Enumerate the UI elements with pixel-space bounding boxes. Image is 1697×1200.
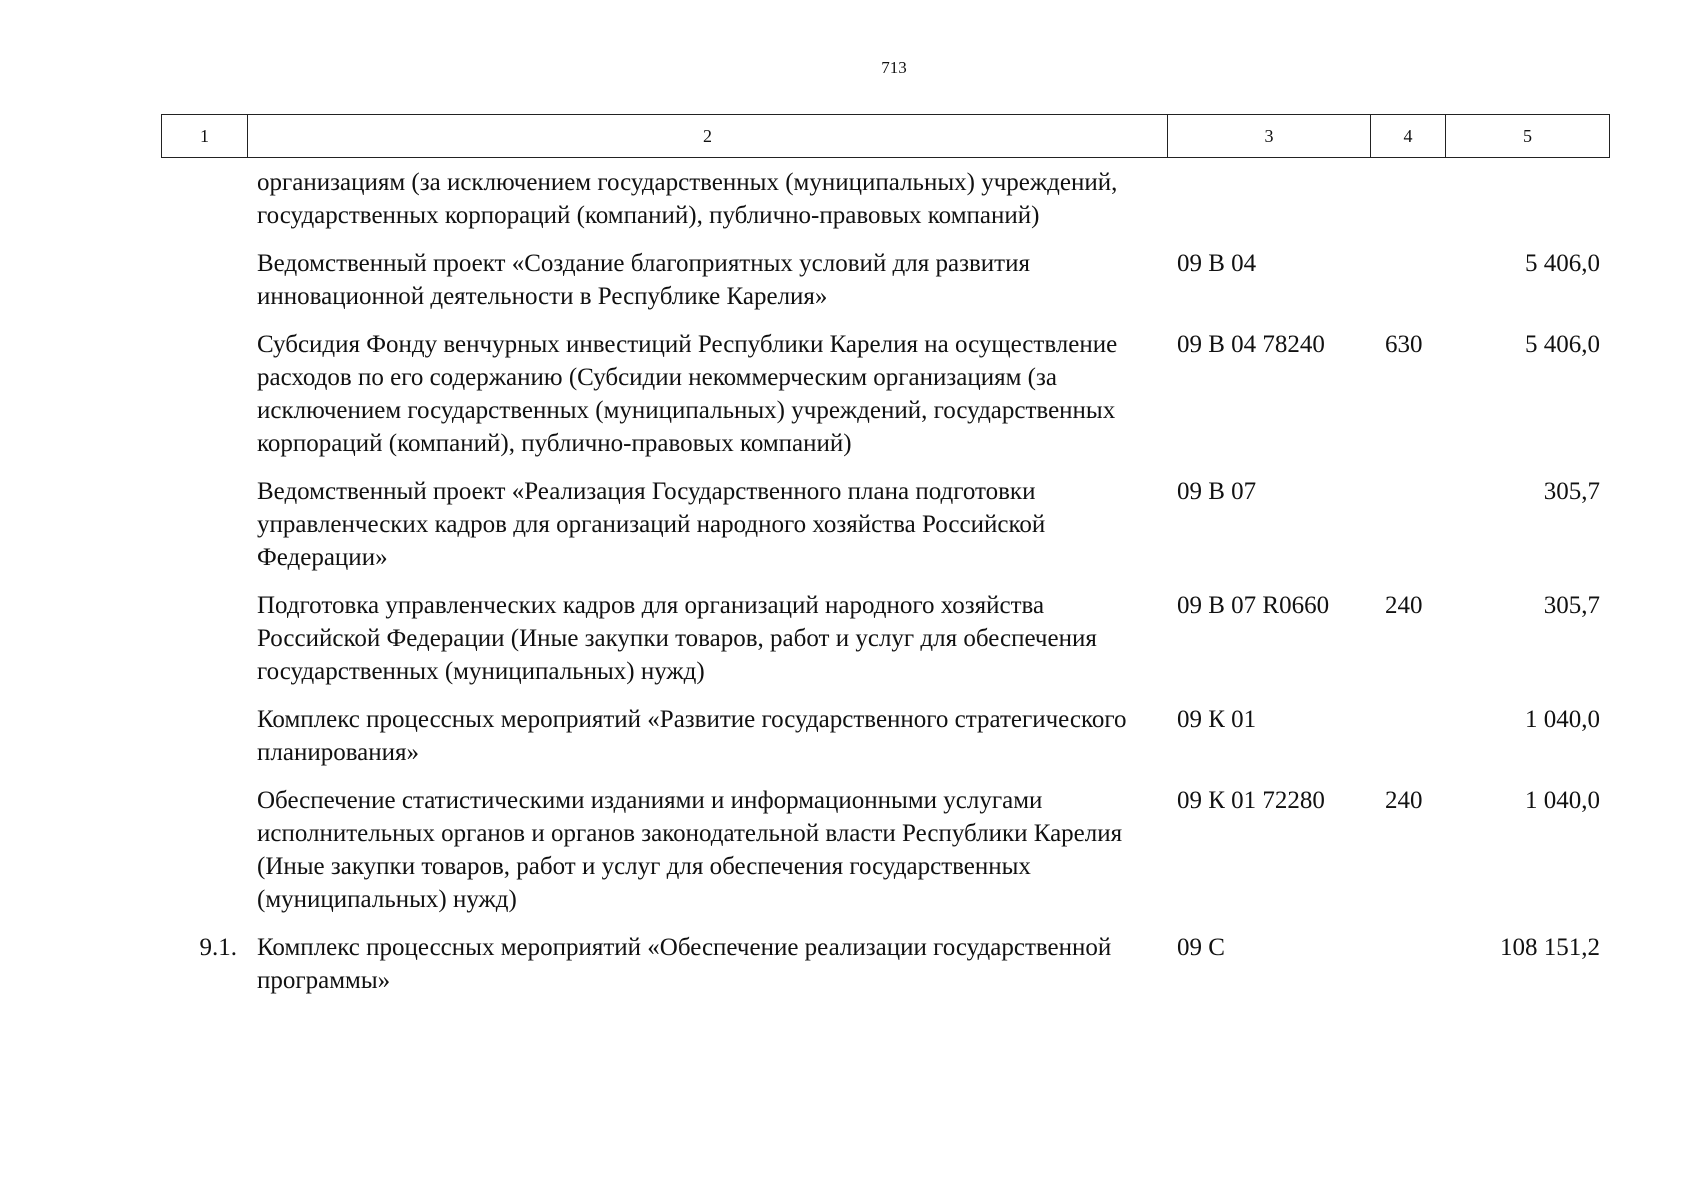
- column-header-2: 2: [248, 115, 1168, 158]
- budget-table-body: [161, 166, 1609, 1012]
- row-description: Субсидия Фонду венчурных инвестиций Республики Карелия на осуществление расходов по его содержанию (Субсидии некоммерческим организациям (за исключением государственных (муниципальных) учреждений, государственных корпораций (компаний), публично-правовых компаний): [257, 331, 1118, 457]
- row-expense-type: [1370, 166, 1445, 232]
- row-expense-type: [1370, 247, 1445, 313]
- column-header-4: 4: [1371, 115, 1446, 158]
- row-amount: 5 406,0: [1525, 250, 1600, 277]
- row-description: Комплекс процессных мероприятий «Обеспечение реализации государственной программы»: [257, 934, 1112, 994]
- row-target-code: 09 В 04: [1177, 250, 1257, 277]
- column-header-3: 3: [1168, 115, 1371, 158]
- row-description: Ведомственный проект «Создание благоприятных условий для развития инновационной деятельности в Республике Карелия»: [257, 250, 1030, 310]
- row-target-code: 09 В 04 78240: [1177, 331, 1325, 358]
- row-number: 9.1.: [199, 934, 237, 961]
- row-expense-type: [1370, 475, 1445, 574]
- row-expense-type: 630: [1385, 331, 1423, 358]
- column-header-row: [162, 115, 1610, 158]
- column-header-1: 1: [162, 115, 248, 158]
- row-number: [161, 589, 247, 688]
- row-description: Подготовка управленческих кадров для организаций народного хозяйства Российской Федерации (Иные закупки товаров, работ и услуг для обеспечения государственных (муниципальных) нужд): [257, 592, 1097, 685]
- column-header-table: [161, 114, 1610, 158]
- row-number: [161, 784, 247, 916]
- row-description: Комплекс процессных мероприятий «Развитие государственного стратегического планирования»: [257, 706, 1127, 766]
- page-number: 713: [881, 58, 907, 77]
- row-expense-type: [1370, 703, 1445, 769]
- row-expense-type: 240: [1385, 787, 1423, 814]
- row-amount: 5 406,0: [1525, 331, 1600, 358]
- table-row: [161, 166, 1609, 232]
- row-number: [161, 247, 247, 313]
- column-header-5: 5: [1446, 115, 1610, 158]
- row-target-code: 09 К 01: [1177, 706, 1257, 733]
- table-row: [161, 475, 1609, 574]
- table-row: [161, 784, 1609, 916]
- row-amount: 108 151,2: [1500, 934, 1600, 961]
- row-amount: 305,7: [1543, 478, 1600, 505]
- row-expense-type: [1370, 931, 1445, 997]
- row-target-code: 09 В 07 R0660: [1177, 592, 1330, 619]
- row-number: [161, 328, 247, 460]
- table-row: [161, 328, 1609, 460]
- row-number: [161, 703, 247, 769]
- row-amount: 1 040,0: [1525, 706, 1600, 733]
- table-row: [161, 589, 1609, 688]
- row-expense-type: 240: [1385, 592, 1423, 619]
- table-row: [161, 247, 1609, 313]
- row-description: организациям (за исключением государственных (муниципальных) учреждений, государственных корпораций (компаний), публично-правовых компаний): [257, 169, 1118, 229]
- row-target-code: [1167, 166, 1370, 232]
- row-target-code: 09 К 01 72280: [1177, 787, 1325, 814]
- row-amount: 305,7: [1543, 592, 1600, 619]
- table-row: [161, 703, 1609, 769]
- row-amount: 1 040,0: [1525, 787, 1600, 814]
- row-number: [161, 475, 247, 574]
- table-row: [161, 931, 1609, 997]
- row-target-code: 09 С: [1177, 934, 1225, 961]
- row-amount: [1445, 166, 1609, 232]
- row-description: Обеспечение статистическими изданиями и информационными услугами исполнительных органов и органов законодательной власти Республики Карелия (Иные закупки товаров, работ и услуг для обеспечения государственных (муниципальных) нужд): [257, 787, 1123, 913]
- row-target-code: 09 В 07: [1177, 478, 1257, 505]
- row-number: [161, 166, 247, 232]
- row-description: Ведомственный проект «Реализация Государственного плана подготовки управленческих кадров для организаций народного хозяйства Российской Федерации»: [257, 478, 1046, 571]
